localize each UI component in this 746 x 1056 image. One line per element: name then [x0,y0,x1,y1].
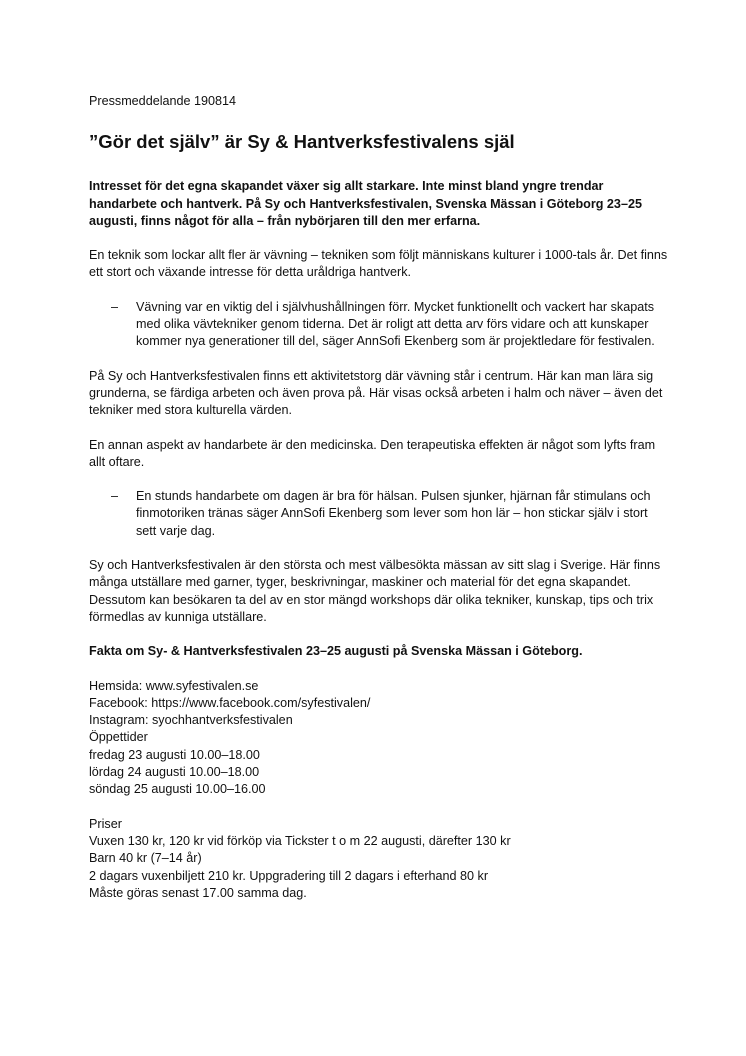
fact-heading: Fakta om Sy- & Hantverksfestivalen 23–25 augusti på Svenska Mässan i Göteborg. [89,644,583,659]
paragraph-medical-aspect: En annan aspekt av handarbete är den medicinska. Den terapeutiska effekten är något som lyfts fram allt oftare. [89,437,656,469]
press-release-page [89,93,669,902]
price-note: Måste göras senast 17.00 samma dag. [89,885,307,900]
price-two-day: 2 dagars vuxenbiljett 210 kr. Uppgradering till 2 dagars i efterhand 80 kr [89,868,489,883]
price-child: Barn 40 kr (7–14 år) [89,851,202,866]
paragraph-festival-description: Sy och Hantverksfestivalen är den största och mest välbesökta mässan av sitt slag i Sverige. Här finns många utställare med garner, tyger, beskrivningar, maskiner och material för det egna skapandet. Dessutom kan besökaren ta del av en stor mängd workshops där olika tekniker, kunskap, tips och trix förmedlas av kunniga utställare. [89,558,661,624]
opening-hours-saturday: lördag 24 augusti 10.00–18.00 [89,765,260,780]
lead-paragraph: Intresset för det egna skapandet växer sig allt starkare. Inte minst bland yngre trendar handarbete och hantverk. På Sy och Hantverksfestivalen, Svenska Mässan i Göteborg 23–25 augusti, finns något för alla – från nybörjaren till den mer erfarna. [89,179,642,228]
quote-weaving-text: Vävning var en viktig del i självhushållningen förr. Mycket funktionellt och vackert har skapats med olika vävtekniker genom tiderna. Det är roligt att detta arv förs vidare och att kunskaper kommer nya generationer till del, säger AnnSofi Ekenberg som är projektledare för festivalen. [136,299,655,349]
prices-title: Priser [89,816,122,831]
quote-weaving [89,299,669,351]
dash-bullet: – [111,489,119,504]
opening-hours-sunday: söndag 25 augusti 10.00–16.00 [89,782,266,797]
facebook-line: Facebook: https://www.facebook.com/syfestivalen/ [89,695,371,710]
spacer [89,799,669,816]
dash-bullet: – [111,299,119,314]
website-line: Hemsida: www.syfestivalen.se [89,678,259,693]
price-adult: Vuxen 130 kr, 120 kr vid förköp via Tickster t o m 22 augusti, därefter 130 kr [89,833,511,848]
prices-block [89,816,669,902]
headline: ”Gör det själv” är Sy & Hantverksfestivalens själ [89,131,515,153]
paragraph-weaving-intro: En teknik som lockar allt fler är vävning – tekniken som följt människans kulturer i 1000-tals år. Det finns ett stort och växande intresse för detta uråldriga hantverk. [89,248,668,280]
dateline: Pressmeddelande 190814 [89,94,237,108]
quote-health-text: En stunds handarbete om dagen är bra för hälsan. Pulsen sjunker, hjärnan får stimulans och finmotoriken tränas säger AnnSofi Ekenberg som lever som hon lär – hon stickar själv i stort sett varje dag. [136,489,651,538]
info-block [89,678,669,799]
opening-hours-friday: fredag 23 augusti 10.00–18.00 [89,747,260,762]
opening-hours-title: Öppettider [89,730,148,745]
quote-health [89,488,669,540]
instagram-line: Instagram: syochhantverksfestivalen [89,713,293,728]
paragraph-activity-square: På Sy och Hantverksfestivalen finns ett aktivitetstorg där vävning står i centrum. Här kan man lära sig grunderna, se färdiga arbeten och även prova på. Här visas också arbeten i halm och näver – även det tekniker med stora kulturella värden. [89,368,663,418]
